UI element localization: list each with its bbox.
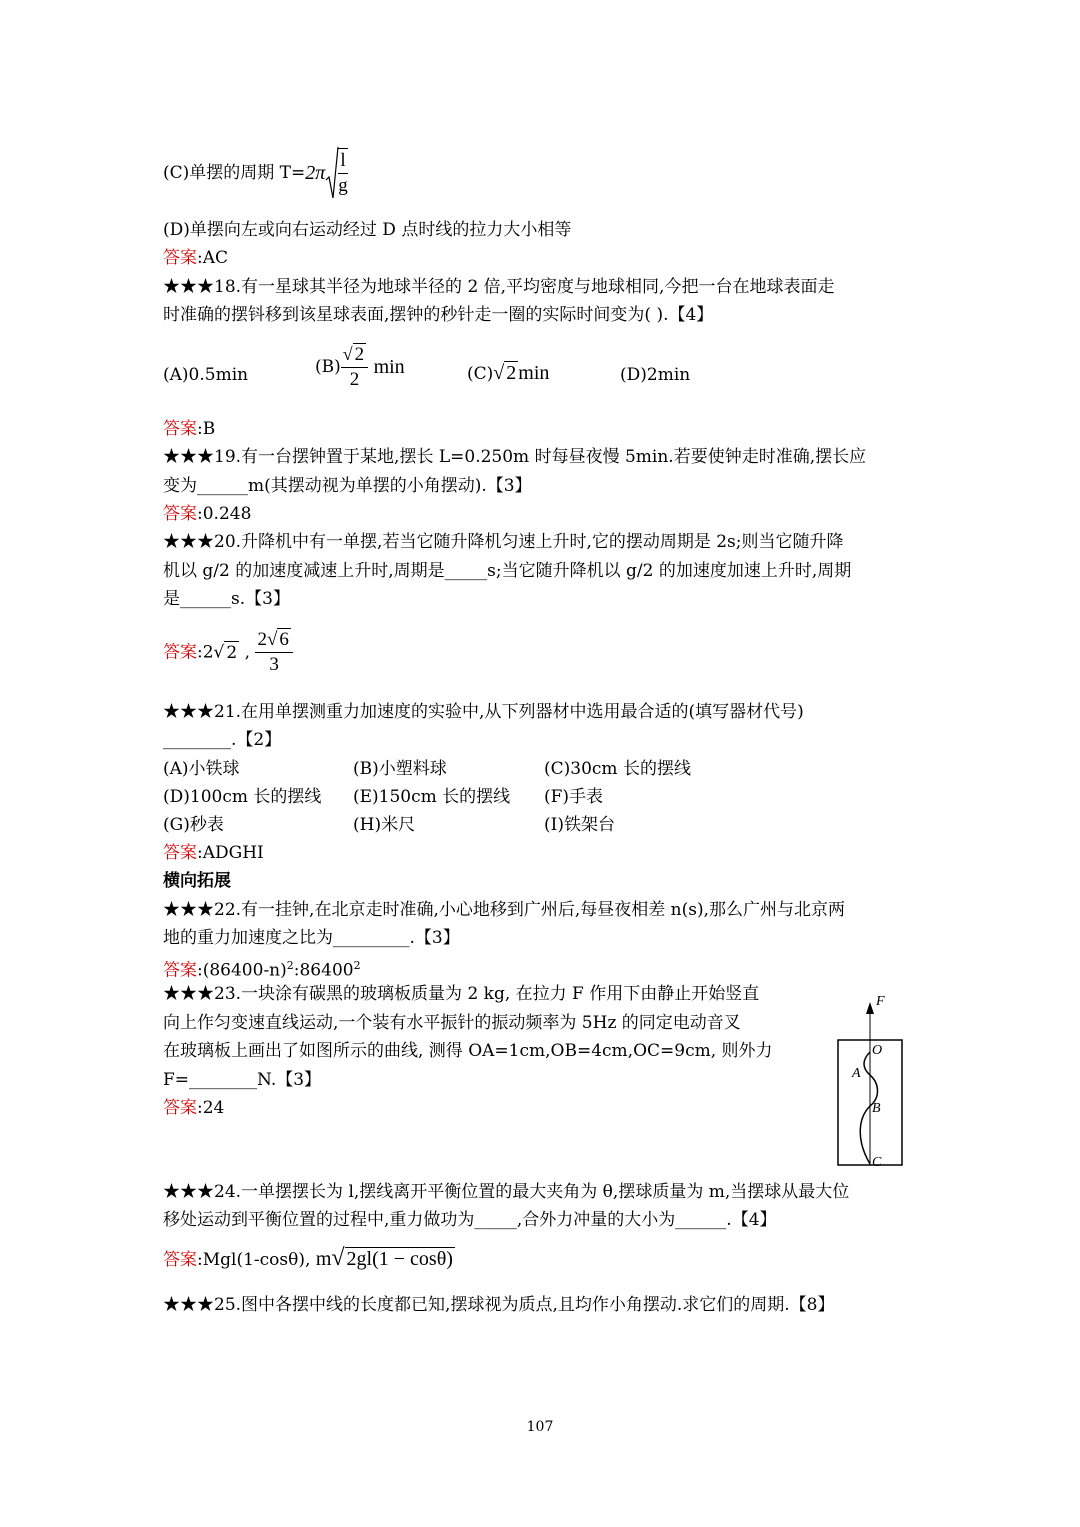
q20-answer-rad1: 2	[226, 643, 238, 663]
label-c: C	[872, 1155, 882, 1170]
q18-option-b-num: 2	[354, 344, 365, 365]
section-heading: 横向拓展	[163, 871, 231, 891]
q17-answer	[163, 246, 228, 270]
q23-figure	[828, 990, 918, 1170]
q20-frac-num-rad: 6	[279, 629, 289, 650]
q20-line2: 机以 g/2 的加速度减速上升时,周期是_____s;当它随升降机以 g/2 的加速度加速上升时,周期	[163, 561, 852, 581]
q20-frac-num-coef: 2	[257, 629, 267, 650]
q21-option-c: (C)30cm 长的摆线	[544, 759, 691, 779]
q17-option-c-prefix: (C)单摆的周期 T=	[163, 163, 306, 183]
q17-frac-num: l	[338, 149, 348, 174]
q21-option-e: (E)150cm 长的摆线	[353, 787, 511, 807]
q22-answer-b: :86400	[293, 960, 354, 981]
q22-answer-a: :(86400-n)	[197, 960, 287, 981]
q18-option-b-unit: min	[373, 356, 405, 378]
q18-line2: 时准确的摆钭移到该星球表面,摆钟的秒针走一圈的实际时间变为( ).【4】	[163, 305, 714, 325]
q24-line1: ★★★24.一单摆摆长为 l,摆线离开平衡位置的最大夹角为 θ,摆球质量为 m,当摆球从最大位	[163, 1182, 850, 1202]
q19-line2: 变为______m(其摆动视为单摆的小角摆动).【3】	[163, 476, 532, 496]
q24-line2: 移处运动到平衡位置的过程中,重力做功为_____,合外力冲量的大小为______.【4】	[163, 1210, 777, 1230]
q17-answer-value: :AC	[197, 248, 229, 268]
q20-line3: 是______s.【3】	[163, 589, 290, 609]
q20-frac-den: 3	[269, 654, 279, 675]
q24-answer-rad: 2gl(1 − cosθ)	[346, 1248, 453, 1270]
q20-answer-label: 答案	[163, 642, 197, 663]
q18-option-c-prefix: (C)	[467, 364, 494, 384]
q19-line1: ★★★19.有一台摆钟置于某地,摆长 L=0.250m 时每昼夜慢 5min.若要使钟走时准确,摆长应	[163, 447, 867, 467]
q22-line2: 地的重力加速度之比为_________.【3】	[163, 928, 460, 948]
q23-line4: F=________N.【3】	[163, 1070, 322, 1090]
q19-answer-value: :0.248	[197, 504, 252, 524]
q21-line2: ________.【2】	[163, 730, 282, 750]
q17-frac-den: g	[338, 175, 348, 196]
q22-answer	[163, 954, 361, 983]
q18-option-b	[315, 342, 405, 406]
q22-answer-label: 答案	[163, 960, 197, 981]
q23-answer	[163, 1096, 224, 1120]
q18-answer	[163, 417, 215, 441]
label-a: A	[852, 1066, 861, 1081]
q21-option-h: (H)米尺	[353, 815, 416, 835]
q21-answer-label: 答案	[163, 843, 197, 863]
force-arrow-icon	[866, 1002, 874, 1014]
q17-sqrt	[325, 146, 348, 200]
page-number: 107	[526, 1419, 554, 1435]
q18-option-b-prefix: (B)	[315, 357, 341, 377]
q23-line1: ★★★23.一块涂有碳黑的玻璃板质量为 2 kg, 在拉力 F 作用下由静止开始竖直	[163, 984, 760, 1004]
q21-option-g: (G)秒表	[163, 815, 224, 835]
label-o: O	[872, 1043, 883, 1058]
q18-option-c-unit: min	[518, 362, 550, 384]
q22-answer-sup1: 2	[286, 959, 294, 972]
q21-option-d: (D)100cm 长的摆线	[163, 787, 322, 807]
q18-option-b-den: 2	[349, 369, 360, 390]
q22-line1: ★★★22.有一挂钟,在北京走时准确,小心地移到广州后,每昼夜相差 n(s),那么广州与北京两	[163, 900, 845, 920]
q17-answer-label: 答案	[163, 248, 197, 268]
q17-2pi: 2π	[305, 162, 326, 184]
q21-option-b: (B)小塑料球	[353, 759, 447, 779]
q21-line1: ★★★21.在用单摆测重力加速度的实验中,从下列器材中选用最合适的(填写器材代号)	[163, 702, 804, 722]
q23-answer-value: :24	[197, 1098, 225, 1118]
q18-answer-value: :B	[197, 419, 216, 439]
q18-option-c: (C)√ 2 min	[467, 362, 550, 384]
q25-line1: ★★★25.图中各摆中线的长度都已知,摆球视为质点,且均作小角摆动.求它们的周期.【8】	[163, 1295, 835, 1315]
q18-option-d: (D)2min	[620, 365, 691, 385]
q21-option-a: (A)小铁球	[163, 759, 240, 779]
q19-answer-label: 答案	[163, 504, 197, 524]
q20-line1: ★★★20.升降机中有一单摆,若当它随升降机匀速上升时,它的摆动周期是 2s;则当它随升降	[163, 532, 844, 552]
q18-option-c-rad: 2	[506, 362, 517, 384]
q17-option-d: (D)单摆向左或向右运动经过 D 点时线的拉力大小相等	[163, 220, 572, 240]
q21-option-i: (I)铁架台	[544, 815, 615, 835]
q18-option-a: (A)0.5min	[163, 365, 249, 385]
q23-line2: 向上作匀变速直线运动,一个装有水平振针的振动频率为 5Hz 的同定电动音叉	[163, 1013, 741, 1033]
q24-answer-a: :Mgl(1-cosθ),	[197, 1250, 311, 1270]
q21-answer-value: :ADGHI	[197, 843, 264, 863]
q17-option-c	[163, 146, 348, 202]
q21-option-f: (F)手表	[544, 787, 604, 807]
q20-answer-frac: $\frac{2√ 6}{3}$	[255, 628, 292, 677]
q22-answer-sup2: 2	[353, 959, 361, 972]
q18-answer-label: 答案	[163, 419, 197, 439]
q24-answer-label: 答案	[163, 1250, 197, 1270]
q23-line3: 在玻璃板上画出了如图所示的曲线, 测得 OA=1cm,OB=4cm,OC=9cm, 则外力	[163, 1041, 773, 1061]
q21-answer	[163, 841, 264, 865]
label-f: F	[876, 994, 885, 1009]
q24-answer-m: m	[315, 1248, 332, 1270]
q18-line1: ★★★18.有一星球其半径为地球半径的 2 倍,平均密度与地球相同,今把一台在地球表面走	[163, 277, 835, 297]
q19-answer	[163, 502, 251, 526]
q18-option-b-frac: $\frac{√ 2}{2}$	[341, 342, 368, 392]
q24-answer: 答案:Mgl(1-cosθ), m√ 2gl(1 − cosθ)	[163, 1245, 453, 1271]
label-b: B	[872, 1101, 881, 1116]
q20-answer-sep: ,	[239, 642, 251, 663]
q20-answer-prefix: :2	[197, 642, 214, 663]
q23-answer-label: 答案	[163, 1098, 197, 1118]
q20-answer: 答案:2√ 2 , $\frac{2√ 6}{3}$	[163, 628, 293, 686]
